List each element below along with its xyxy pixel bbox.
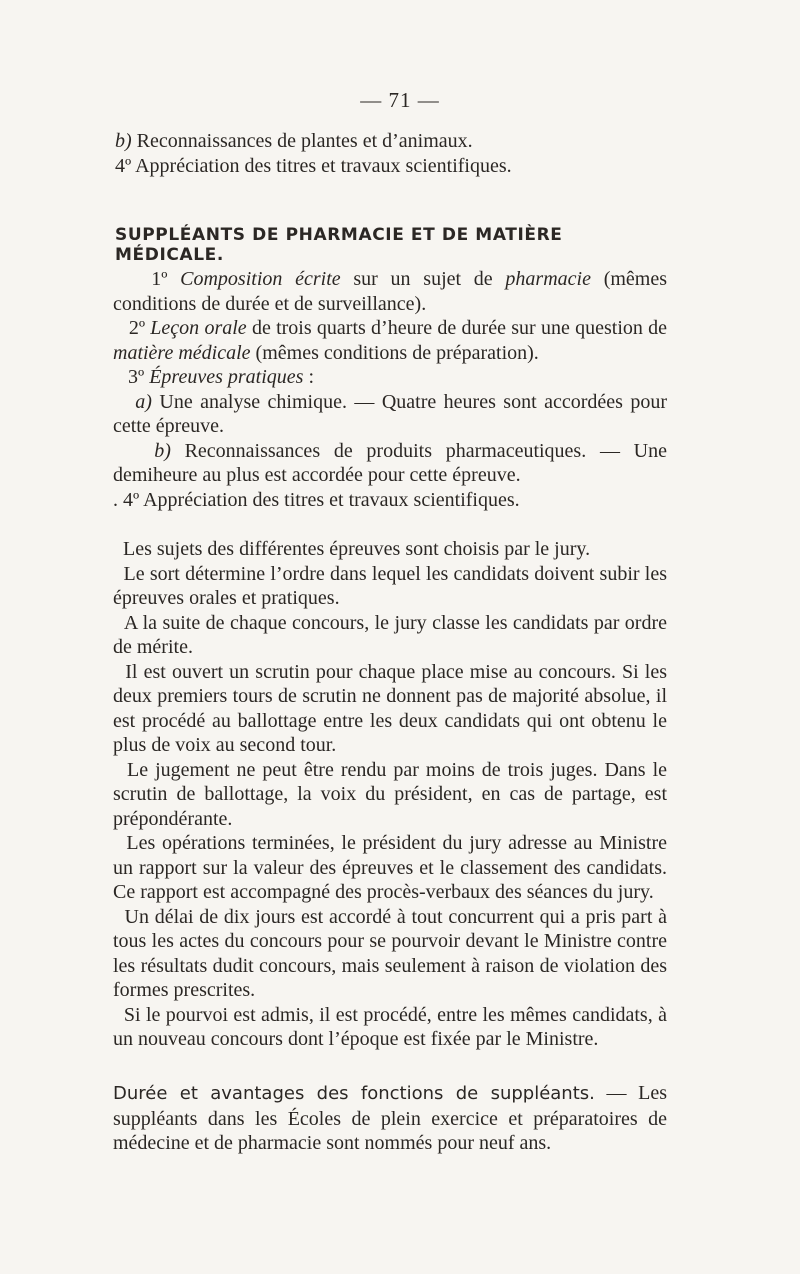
paragraph (113, 1003, 667, 1052)
item-label: 4º (115, 154, 132, 177)
item-text: Appréciation des titres et travaux scientifiques. (131, 154, 512, 177)
item-label: b) (154, 439, 171, 462)
section-heading: SUPPLÉANTS DE PHARMACIE ET DE MATIÈRE MÉDICALE. (115, 225, 563, 265)
paragraph-text: Un délai de dix jours est accordé à tout concurrent qui a pris part à tous les actes du concours pour se pourvoir devant le Ministre contre les résultats dudit concours, mais seulement à raison de violation des formes prescrites. (113, 905, 668, 1001)
item-label: b) (115, 130, 132, 152)
paragraph-text: — Les suppléants dans les Écoles de plein exercice et préparatoires de médecine et de pharmacie sont nommés pour neuf ans. (113, 1082, 667, 1154)
body-paragraphs (113, 537, 667, 1052)
item-text: (mêmes conditions de préparation). (250, 341, 539, 364)
paragraph (113, 660, 667, 758)
list-item (113, 365, 667, 390)
top-list (113, 129, 667, 178)
paragraph-text: Les sujets des différentes épreuves sont choisis par le jury. (123, 538, 591, 560)
item-subject: matière médicale (113, 341, 251, 364)
item-text: Une analyse chimique. — Quatre heures sont accordées pour cette épreuve. (113, 390, 668, 437)
list-item (113, 129, 667, 154)
item-subject: pharmacie (505, 268, 591, 290)
item-text: : (303, 366, 314, 388)
item-text: de trois quarts d’heure de durée sur une question de (246, 317, 668, 339)
item-number: 3º (128, 366, 145, 388)
paragraph-text: Il est ouvert un scrutin pour chaque place mise au concours. Si les deux premiers tours de scrutin ne donnent pas de majorité absolue, il est procédé au ballottage entre les deux candidats qui ont obtenu le plus de voix au second tour. (113, 660, 668, 756)
list-item (113, 154, 667, 179)
paragraph-text: A la suite de chaque concours, le jury classe les candidats par ordre de mérite. (113, 611, 668, 658)
paragraph (113, 831, 667, 905)
list-item: . 4º Appréciation des titres et travaux scientifiques. (113, 488, 520, 511)
item-label: a) (135, 390, 152, 413)
page-number: — 71 — (360, 88, 440, 112)
item-number: 1º (151, 268, 168, 290)
item-text: Reconnaissances de produits pharmaceutiques. — Une demiheure au plus est accordée pour cette épreuve. (113, 439, 667, 486)
sub-item (113, 390, 667, 439)
paragraph (113, 1081, 667, 1156)
item-text: (mêmes conditions de durée et de surveillance). (113, 268, 667, 315)
item-title: Leçon orale (150, 317, 247, 339)
paragraph (113, 562, 667, 611)
paragraph-text: Le sort détermine l’ordre dans lequel les candidats doivent subir les épreuves orales et pratiques. (113, 562, 668, 609)
paragraph-text: Les opérations terminées, le président du jury adresse au Ministre un rapport sur la valeur des épreuves et le classement des candidats. Ce rapport est accompagné des procès-verbaux des séances du jury. (113, 832, 668, 903)
item-title: Épreuves pratiques (149, 366, 304, 388)
item-title: Composition écrite (180, 268, 341, 290)
item-text: sur un sujet de (340, 268, 506, 290)
paragraph-text: Le jugement ne peut être rendu par moins de trois juges. Dans le scrutin de ballottage, la voix du président, en cas de partage, est prépondérante. (113, 758, 667, 830)
paragraph (113, 758, 667, 832)
paragraph (113, 611, 667, 660)
paragraph-text: Si le pourvoi est admis, il est procédé, entre les mêmes candidats, à un nouveau concours dont l’époque est fixée par le Ministre. (113, 1003, 668, 1050)
item-text: Reconnaissances de plantes et d’animaux. (131, 130, 473, 152)
paragraph (113, 537, 667, 562)
list-item (113, 316, 667, 365)
subsection-heading: Durée et avantages des fonctions de suppléants. (113, 1083, 595, 1104)
final-paragraph (113, 1081, 667, 1156)
sub-item (113, 439, 667, 488)
list-item (113, 267, 667, 316)
exam-items (113, 267, 667, 512)
paragraph (113, 905, 667, 1003)
item-number: 2º (128, 317, 146, 339)
